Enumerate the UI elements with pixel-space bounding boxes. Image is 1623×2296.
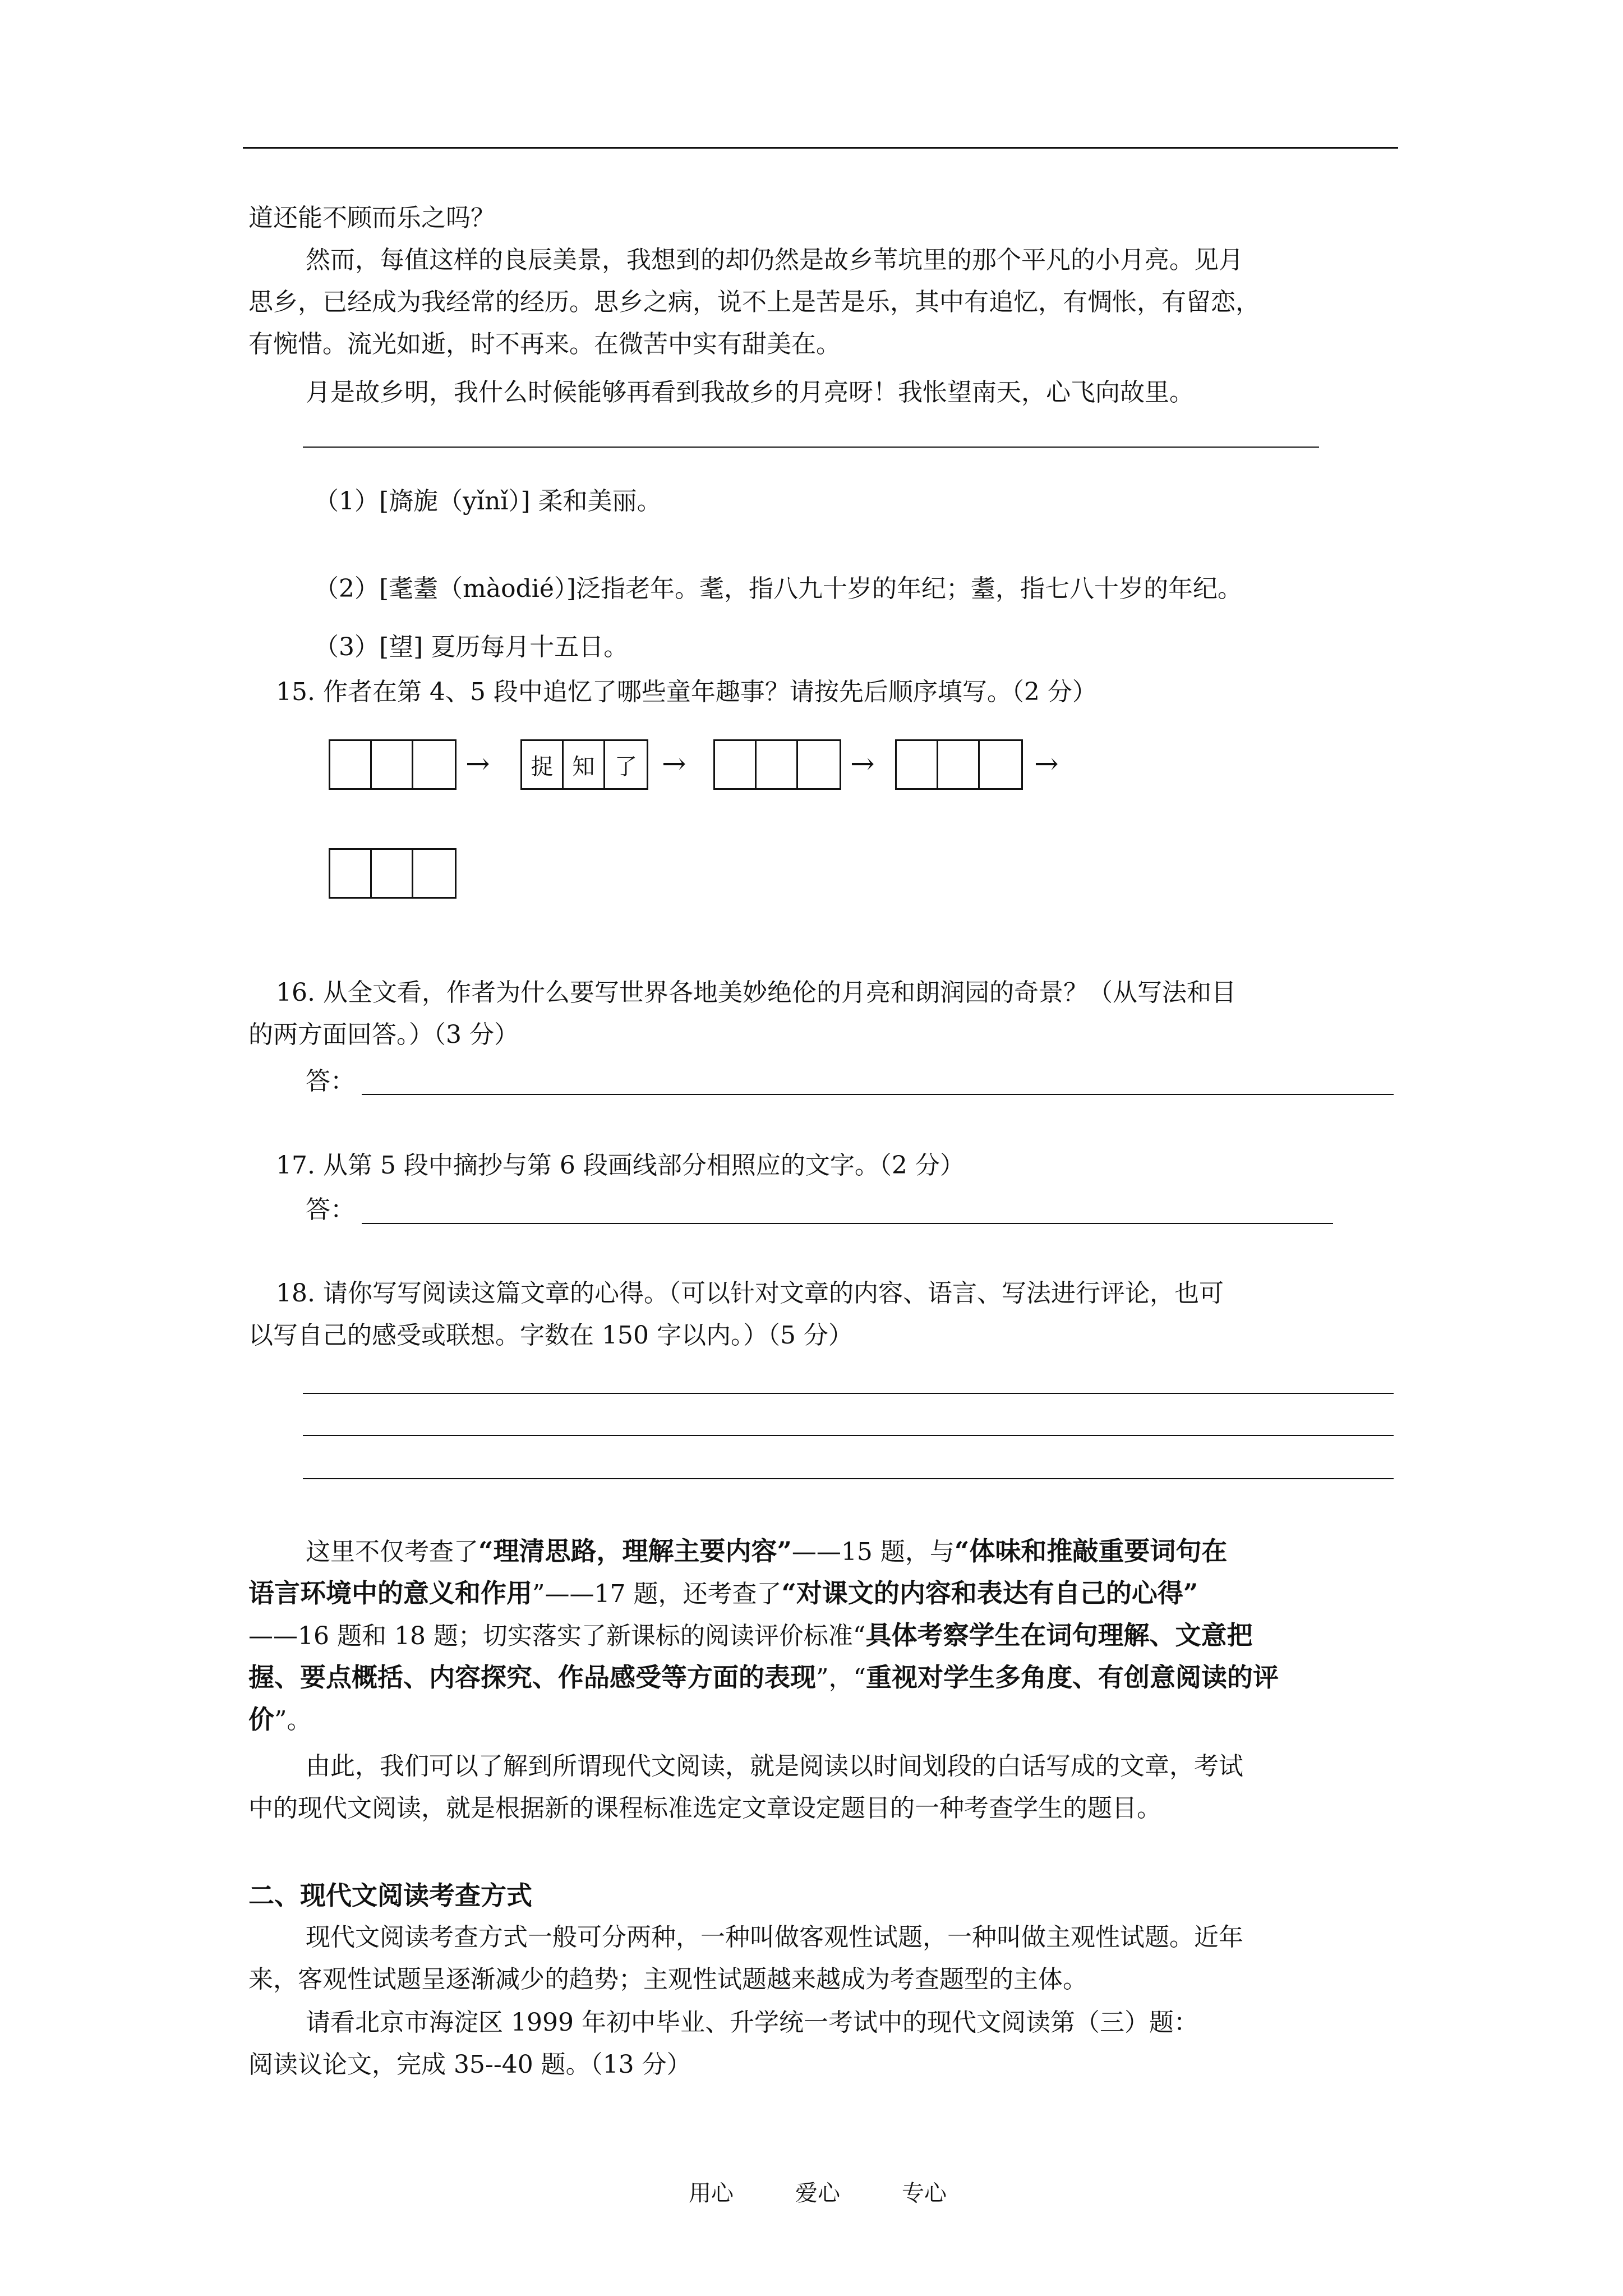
emphasis-text: 具体考察学生在词句理解、文意把: [865, 1620, 1253, 1650]
header-rule: [243, 147, 1398, 149]
arrow-icon: →: [465, 747, 490, 781]
commentary-line: [248, 1622, 1252, 1649]
given-char: 捉: [522, 741, 564, 788]
answer-boxes-4[interactable]: [895, 739, 1023, 790]
question-16: 的两方面回答。）（3 分）: [248, 1020, 519, 1049]
commentary-line: [248, 1706, 312, 1733]
emphasis-text: 价: [248, 1704, 274, 1734]
answer-label: 答：: [306, 1067, 355, 1096]
passage-line: 有惋惜。流光如逝，时不再来。在微苦中实有甜美在。: [248, 330, 841, 358]
answer-line-18[interactable]: [303, 1478, 1394, 1479]
passage-line: 思乡，已经成为我经常的经历。思乡之病，说不上是苦是乐，其中有追忆，有惆怅，有留恋，: [248, 288, 1260, 316]
plain-text: ”。: [274, 1706, 312, 1734]
answer-cell[interactable]: [330, 850, 372, 897]
commentary-line: [248, 1580, 1198, 1607]
plain-text: ——16 题和 18 题；切实落实了新课标的阅读评价标准“: [248, 1622, 866, 1650]
footer-text: 专心: [902, 2180, 947, 2206]
answer-cell[interactable]: [980, 741, 1021, 788]
passage-line: 然而，每值这样的良辰美景，我想到的却仍然是故乡苇坑里的那个平凡的小月亮。见月: [306, 246, 1243, 274]
emphasis-text: “体味和推敲重要词句在: [954, 1536, 1228, 1566]
section-text: 阅读议论文，完成 35--40 题。（13 分）: [248, 2050, 691, 2079]
answer-cell[interactable]: [715, 741, 757, 788]
emphasis-text: “理清思路，理解主要内容”: [478, 1536, 792, 1566]
emphasis-text: 重视对学生多角度、有创意阅读的评: [866, 1662, 1279, 1692]
question-15: 15. 作者在第 4、5 段中追忆了哪些童年趣事？请按先后顺序填写。（2 分）: [276, 678, 1097, 706]
page-footer: [689, 2182, 947, 2205]
arrow-icon: →: [1034, 747, 1059, 781]
answer-cell[interactable]: [413, 850, 455, 897]
commentary-line: 由此，我们可以了解到所谓现代文阅读，就是阅读以时间划段的白话写成的文章，考试: [306, 1752, 1243, 1780]
arrow-icon: →: [850, 747, 875, 781]
question-18: 18. 请你写写阅读这篇文章的心得。（可以针对文章的内容、语言、写法进行评论，也可: [276, 1279, 1224, 1308]
answer-line-18[interactable]: [303, 1393, 1394, 1394]
answer-cell[interactable]: [372, 741, 413, 788]
section-text: 请看北京市海淀区 1999 年初中毕业、升学统一考试中的现代文阅读第（三）题：: [306, 2008, 1198, 2037]
footnote: （1）[旖旎（yǐnǐ）] 柔和美丽。: [314, 487, 662, 516]
question-18: 以写自己的感受或联想。字数在 150 字以内。）（5 分）: [248, 1321, 853, 1350]
plain-text: ”——17 题，还考查了: [532, 1580, 782, 1608]
emphasis-text: “对课文的内容和表达有自己的心得”: [781, 1578, 1198, 1608]
plain-text: ——15 题，与: [791, 1538, 955, 1566]
answer-line-16[interactable]: [362, 1094, 1394, 1095]
question-16: 16. 从全文看，作者为什么要写世界各地美妙绝伦的月亮和朗润园的奇景？（从写法和目: [276, 978, 1236, 1007]
commentary-line: [248, 1664, 1279, 1691]
commentary-line: 中的现代文阅读，就是根据新的课程标准选定文章设定题目的一种考查学生的题目。: [248, 1794, 1161, 1823]
given-char: 了: [615, 753, 637, 780]
passage-line: 月是故乡明，我什么时候能够再看到我故乡的月亮呀！我怅望南天，心飞向故里。: [306, 378, 1194, 407]
plain-text: 这里不仅考查了: [306, 1538, 478, 1566]
answer-cell[interactable]: [897, 741, 938, 788]
section-text: 来，客观性试题呈逐渐减少的趋势；主观性试题越来越成为考查题型的主体。: [248, 1965, 1087, 1994]
notes-separator: [303, 447, 1319, 448]
answer-boxes-3[interactable]: [713, 739, 841, 790]
given-char: 知: [564, 741, 605, 788]
emphasis-text: 握、要点概括、内容探究、作品感受等方面的表现: [248, 1662, 816, 1692]
answer-cell[interactable]: [372, 850, 413, 897]
answer-cell[interactable]: [938, 741, 980, 788]
answer-boxes-5[interactable]: [329, 848, 457, 899]
answer-cell[interactable]: [798, 741, 840, 788]
commentary-line: [306, 1538, 1227, 1565]
answer-line-17[interactable]: [362, 1223, 1333, 1224]
footer-text: 爱心: [795, 2180, 840, 2206]
question-17: 17. 从第 5 段中摘抄与第 6 段画线部分相照应的文字。（2 分）: [276, 1151, 965, 1180]
plain-text: ”，“: [816, 1664, 866, 1692]
answer-boxes-1[interactable]: [329, 739, 457, 790]
footnote: （3）[望] 夏历每月十五日。: [314, 633, 629, 661]
emphasis-text: 语言环境中的意义和作用: [248, 1578, 532, 1608]
section-heading: 二、现代文阅读考查方式: [248, 1880, 532, 1911]
answer-cell[interactable]: [330, 741, 372, 788]
answer-label: 答：: [306, 1195, 355, 1224]
footnote: （2）[耄耋（màodié）]泛指老年。耄，指八九十岁的年纪；耋，指七八十岁的年纪。: [314, 574, 1243, 603]
section-text: 现代文阅读考查方式一般可分两种，一种叫做客观性试题，一种叫做主观性试题。近年: [306, 1923, 1243, 1952]
arrow-icon: →: [662, 747, 686, 781]
answer-cell[interactable]: [757, 741, 798, 788]
passage-line: 道还能不顾而乐之吗？: [248, 204, 495, 232]
answer-line-18[interactable]: [303, 1435, 1394, 1436]
answer-cell[interactable]: [413, 741, 455, 788]
footer-text: 用心: [689, 2180, 734, 2206]
answer-boxes-given: [520, 739, 648, 790]
